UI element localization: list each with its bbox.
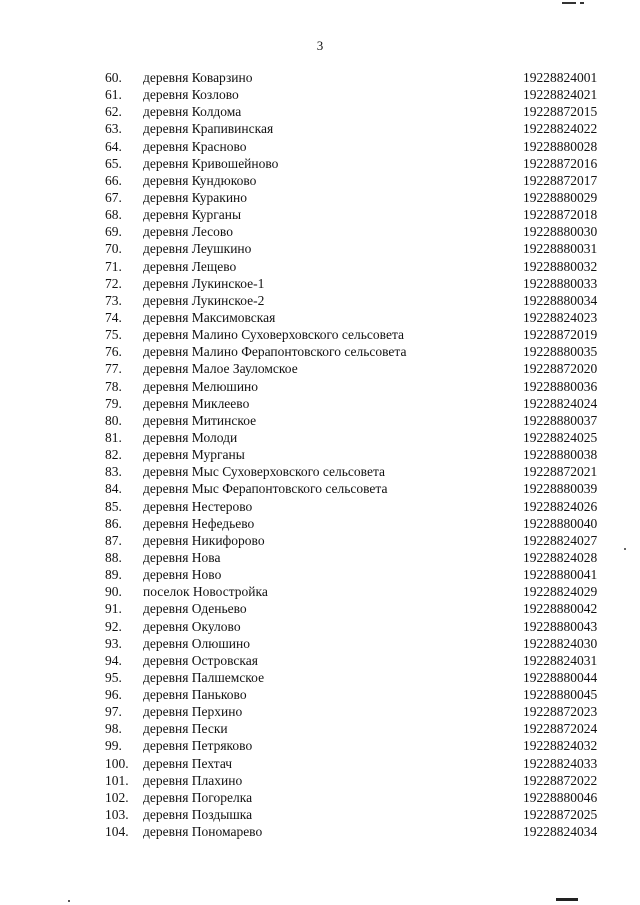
oktmo-code: 19228872025 xyxy=(523,807,598,823)
list-item xyxy=(0,686,640,703)
list-item xyxy=(0,789,640,806)
item-number: 92. xyxy=(105,618,122,634)
list-item xyxy=(0,223,640,240)
item-number: 60. xyxy=(105,70,122,85)
oktmo-code: 19228872021 xyxy=(523,464,598,480)
scan-mark-bottom-right xyxy=(556,898,578,901)
item-number: 94. xyxy=(105,652,122,668)
oktmo-code: 19228872016 xyxy=(523,155,598,171)
settlement-name: деревня Мыс Суховерховского сельсовета xyxy=(143,464,386,480)
item-number: 93. xyxy=(105,635,122,651)
list-item xyxy=(0,600,640,617)
settlement-name: деревня Молоди xyxy=(143,429,238,445)
item-number: 77. xyxy=(105,361,122,377)
list-item xyxy=(0,446,640,463)
oktmo-code: 19228880046 xyxy=(523,789,598,805)
oktmo-code: 19228880045 xyxy=(523,687,598,703)
settlement-name: деревня Перхино xyxy=(143,704,243,720)
item-number: 99. xyxy=(105,738,122,754)
item-number: 72. xyxy=(105,275,122,291)
settlement-name: деревня Петряково xyxy=(143,738,253,754)
oktmo-code: 19228824030 xyxy=(523,635,598,651)
oktmo-code: 19228824025 xyxy=(523,429,598,445)
settlement-name: деревня Миклеево xyxy=(143,395,250,411)
list-item xyxy=(0,480,640,497)
scan-mark-top xyxy=(562,2,576,4)
item-number: 85. xyxy=(105,498,122,514)
settlement-name: деревня Красново xyxy=(143,138,247,154)
oktmo-code: 19228824028 xyxy=(523,549,598,565)
item-number: 88. xyxy=(105,549,122,565)
settlement-name: деревня Пески xyxy=(143,721,228,737)
oktmo-code: 19228880037 xyxy=(523,412,598,428)
oktmo-code: 19228872022 xyxy=(523,772,598,788)
list-item xyxy=(0,412,640,429)
settlement-name: деревня Малино Ферапонтовского сельсовета xyxy=(143,344,407,360)
oktmo-code: 19228824034 xyxy=(523,824,598,840)
list-item xyxy=(0,566,640,583)
list-item xyxy=(0,343,640,360)
settlement-name: деревня Леушкино xyxy=(143,241,252,257)
oktmo-code: 19228880031 xyxy=(523,241,598,257)
item-number: 62. xyxy=(105,104,122,120)
oktmo-code: 19228880041 xyxy=(523,567,598,583)
oktmo-code: 19228872018 xyxy=(523,207,598,223)
oktmo-code: 19228880033 xyxy=(523,275,598,291)
item-number: 75. xyxy=(105,327,122,343)
settlement-name: деревня Нова xyxy=(143,549,221,565)
list-item xyxy=(0,189,640,206)
item-number: 89. xyxy=(105,567,122,583)
item-number: 65. xyxy=(105,155,122,171)
list-item xyxy=(0,138,640,155)
settlement-name: деревня Плахино xyxy=(143,772,243,788)
oktmo-code: 19228824022 xyxy=(523,121,598,137)
settlement-name: деревня Крапивинская xyxy=(143,121,274,137)
item-number: 80. xyxy=(105,412,122,428)
list-item xyxy=(0,669,640,686)
settlement-name: деревня Ново xyxy=(143,567,222,583)
item-number: 68. xyxy=(105,207,122,223)
item-number: 96. xyxy=(105,687,122,703)
settlement-name: деревня Оденьево xyxy=(143,601,247,617)
item-number: 87. xyxy=(105,532,122,548)
settlement-name: деревня Мелюшино xyxy=(143,378,259,394)
oktmo-code: 19228880028 xyxy=(523,138,598,154)
item-number: 84. xyxy=(105,481,122,497)
settlement-name: деревня Курганы xyxy=(143,207,242,223)
item-number: 104. xyxy=(105,824,129,840)
oktmo-code: 19228880044 xyxy=(523,669,598,685)
list-item xyxy=(0,172,640,189)
list-item xyxy=(0,463,640,480)
list-item xyxy=(0,360,640,377)
settlement-name: деревня Кривошейново xyxy=(143,155,279,171)
settlement-name: деревня Лещево xyxy=(143,258,237,274)
list-item xyxy=(0,652,640,669)
list-item xyxy=(0,309,640,326)
oktmo-code: 19228872024 xyxy=(523,721,598,737)
settlement-name: деревня Куракино xyxy=(143,189,248,205)
oktmo-code: 19228824033 xyxy=(523,755,598,771)
list-item xyxy=(0,429,640,446)
item-number: 66. xyxy=(105,172,122,188)
item-number: 79. xyxy=(105,395,122,411)
item-number: 81. xyxy=(105,429,122,445)
item-number: 98. xyxy=(105,721,122,737)
settlement-name: деревня Кундюково xyxy=(143,172,257,188)
list-item xyxy=(0,378,640,395)
list-item xyxy=(0,498,640,515)
item-number: 67. xyxy=(105,189,122,205)
item-number: 82. xyxy=(105,447,122,463)
item-number: 90. xyxy=(105,584,122,600)
scan-mark-top-dot xyxy=(580,2,584,4)
settlement-name: деревня Лукинское-2 xyxy=(143,292,265,308)
page-number: 3 xyxy=(316,38,324,53)
list-item xyxy=(0,155,640,172)
oktmo-code: 19228880036 xyxy=(523,378,598,394)
settlement-name: деревня Лесово xyxy=(143,224,233,240)
item-number: 74. xyxy=(105,309,122,325)
oktmo-code: 19228880038 xyxy=(523,447,598,463)
settlement-name: деревня Колдома xyxy=(143,104,242,120)
oktmo-code: 19228880029 xyxy=(523,189,598,205)
oktmo-code: 19228824032 xyxy=(523,738,598,754)
list-item xyxy=(0,823,640,840)
item-number: 101. xyxy=(105,772,129,788)
settlement-name: деревня Малое Зауломское xyxy=(143,361,298,377)
oktmo-code: 19228872017 xyxy=(523,172,598,188)
list-item xyxy=(0,240,640,257)
item-number: 69. xyxy=(105,224,122,240)
oktmo-code: 19228880034 xyxy=(523,292,598,308)
item-number: 83. xyxy=(105,464,122,480)
settlement-name: деревня Козлово xyxy=(143,87,239,103)
oktmo-code: 19228824024 xyxy=(523,395,598,411)
list-item xyxy=(0,395,640,412)
scan-mark-bottom-left xyxy=(68,900,70,902)
list-item xyxy=(0,772,640,789)
oktmo-code: 19228880043 xyxy=(523,618,598,634)
settlement-name: деревня Пономарево xyxy=(143,824,263,840)
item-number: 95. xyxy=(105,669,122,685)
oktmo-code: 19228872019 xyxy=(523,327,598,343)
settlement-name: деревня Максимовская xyxy=(143,309,276,325)
settlement-name: деревня Окулово xyxy=(143,618,241,634)
settlement-name: деревня Малино Суховерховского сельсовета xyxy=(143,327,405,343)
list-item xyxy=(0,120,640,137)
settlement-name: деревня Нефедьево xyxy=(143,515,255,531)
list-item xyxy=(0,737,640,754)
settlement-name: деревня Пехтач xyxy=(143,755,233,771)
list-item xyxy=(0,618,640,635)
item-number: 70. xyxy=(105,241,122,257)
oktmo-code: 19228880030 xyxy=(523,224,598,240)
oktmo-code: 19228824021 xyxy=(523,87,598,103)
item-number: 76. xyxy=(105,344,122,360)
oktmo-code: 19228824029 xyxy=(523,584,598,600)
list-item xyxy=(0,86,640,103)
oktmo-code: 19228880042 xyxy=(523,601,598,617)
oktmo-code: 19228880035 xyxy=(523,344,598,360)
list-item xyxy=(0,326,640,343)
list-item xyxy=(0,755,640,772)
settlement-name: деревня Поздышка xyxy=(143,807,253,823)
list-item xyxy=(0,583,640,600)
item-number: 73. xyxy=(105,292,122,308)
list-item xyxy=(0,292,640,309)
item-number: 97. xyxy=(105,704,122,720)
settlement-name: деревня Палшемское xyxy=(143,669,265,685)
oktmo-code: 19228880039 xyxy=(523,481,598,497)
list-item xyxy=(0,258,640,275)
list-item xyxy=(0,515,640,532)
oktmo-code: 19228872015 xyxy=(523,104,598,120)
item-number: 78. xyxy=(105,378,122,394)
item-number: 71. xyxy=(105,258,122,274)
list-item xyxy=(0,549,640,566)
list-item xyxy=(0,275,640,292)
oktmo-code: 19228880032 xyxy=(523,258,598,274)
item-number: 91. xyxy=(105,601,122,617)
settlement-name: деревня Мурганы xyxy=(143,447,245,463)
oktmo-code: 19228824023 xyxy=(523,309,598,325)
list-item xyxy=(0,206,640,223)
settlement-name: деревня Никифорово xyxy=(143,532,265,548)
settlement-name: деревня Островская xyxy=(143,652,258,668)
list-item xyxy=(0,635,640,652)
item-number: 100. xyxy=(105,755,129,771)
item-number: 61. xyxy=(105,87,122,103)
oktmo-code: 19228880040 xyxy=(523,515,598,531)
oktmo-code: 19228824001 xyxy=(523,70,598,85)
oktmo-code: 19228872020 xyxy=(523,361,598,377)
settlement-name: поселок Новостройка xyxy=(143,584,268,600)
item-number: 103. xyxy=(105,807,129,823)
settlement-name: деревня Олюшино xyxy=(143,635,250,651)
scan-mark-edge xyxy=(624,548,626,550)
settlement-list xyxy=(0,69,640,840)
settlement-name: деревня Мыс Ферапонтовского сельсовета xyxy=(143,481,388,497)
list-item xyxy=(0,720,640,737)
list-item xyxy=(0,532,640,549)
list-item xyxy=(0,806,640,823)
settlement-name: деревня Коварзино xyxy=(143,70,253,85)
item-number: 64. xyxy=(105,138,122,154)
item-number: 102. xyxy=(105,789,129,805)
oktmo-code: 19228872023 xyxy=(523,704,598,720)
list-item xyxy=(0,703,640,720)
list-item xyxy=(0,103,640,120)
item-number: 86. xyxy=(105,515,122,531)
settlement-name: деревня Паньково xyxy=(143,687,247,703)
settlement-name: деревня Лукинское-1 xyxy=(143,275,265,291)
settlement-name: деревня Нестерово xyxy=(143,498,253,514)
oktmo-code: 19228824027 xyxy=(523,532,598,548)
oktmo-code: 19228824026 xyxy=(523,498,598,514)
item-number: 63. xyxy=(105,121,122,137)
list-item xyxy=(0,69,640,86)
oktmo-code: 19228824031 xyxy=(523,652,598,668)
settlement-name: деревня Митинское xyxy=(143,412,257,428)
settlement-name: деревня Погорелка xyxy=(143,789,253,805)
